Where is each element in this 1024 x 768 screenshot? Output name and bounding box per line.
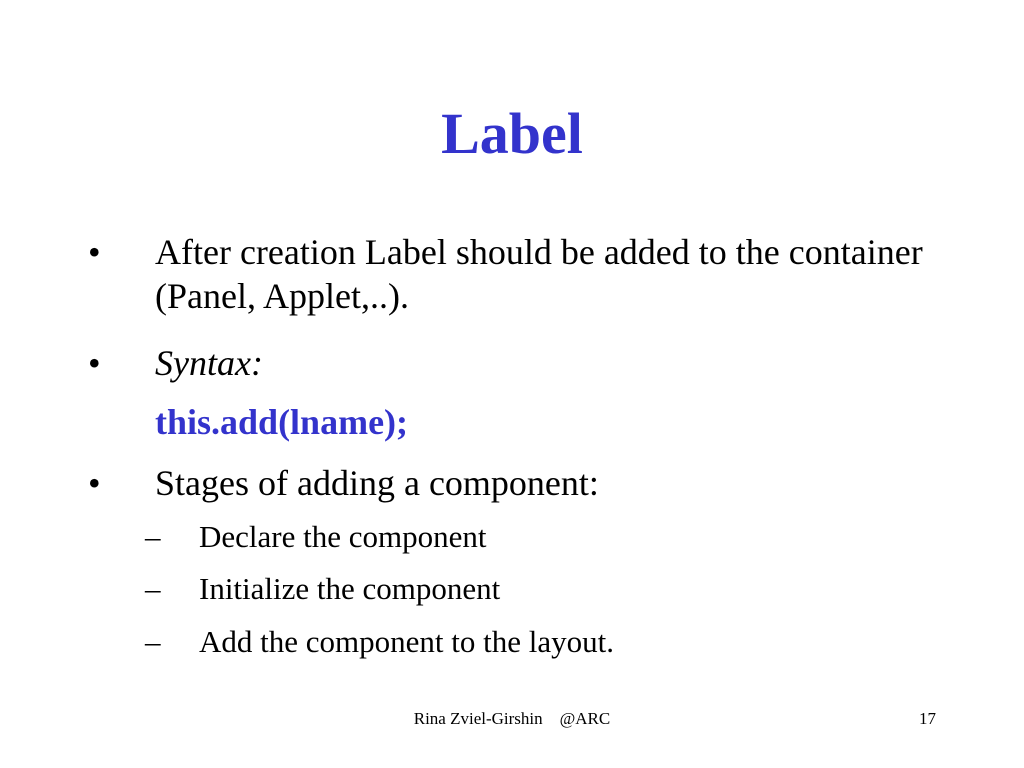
sub-item-text: Add the component to the layout. [199, 624, 614, 659]
bullet-marker: • [88, 343, 101, 383]
sub-item-text: Declare the component [199, 519, 487, 554]
bullet-text: Stages of adding a component: [155, 463, 599, 503]
dash-marker: – [145, 519, 161, 554]
dash-marker: – [145, 571, 161, 606]
footer-author: Rina Zviel-Girshin @ARC [413, 709, 611, 728]
code-line: this.add(lname); [155, 402, 409, 442]
page-number: 17 [919, 709, 936, 728]
bullet-text: After creation Label should be added to the container (Panel, Applet,..). [155, 232, 923, 316]
bullet-marker: • [88, 232, 101, 272]
bullet-text: Syntax: [155, 343, 263, 383]
sub-item-text: Initialize the component [199, 571, 501, 606]
slide-title: Label [441, 101, 583, 166]
bullet-marker: • [88, 463, 101, 503]
dash-marker: – [145, 624, 161, 659]
